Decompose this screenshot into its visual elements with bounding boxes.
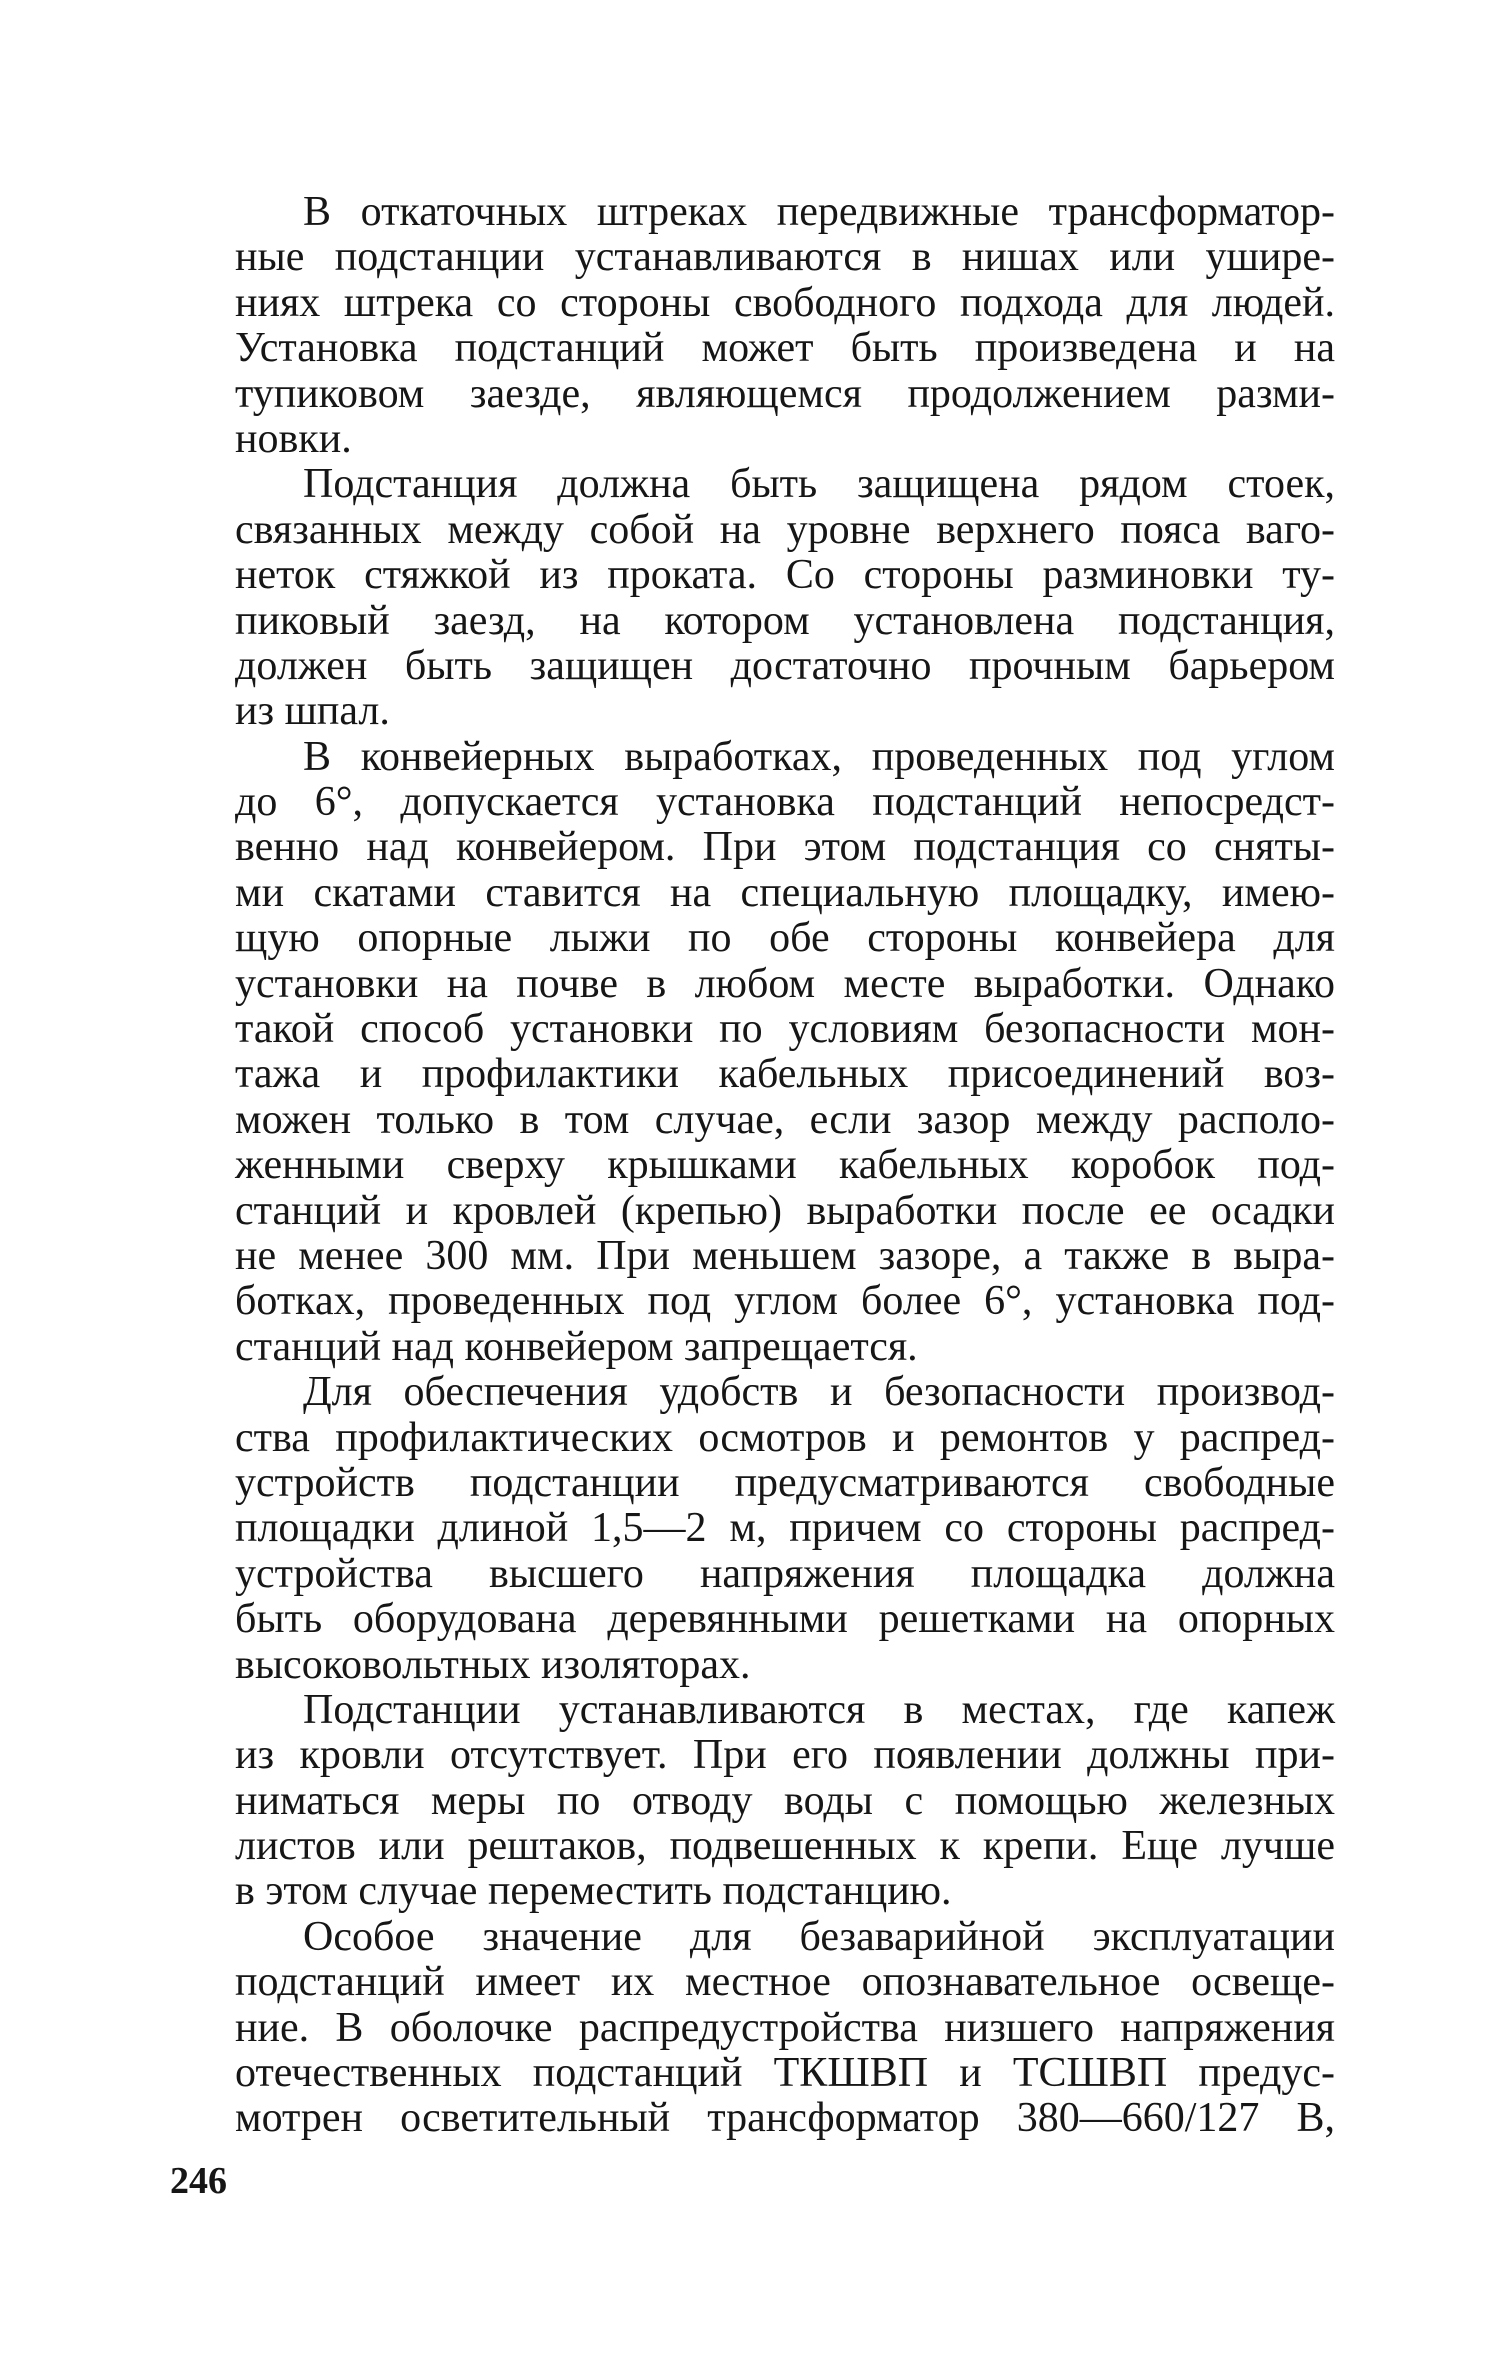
text-line: Установка подстанций может быть произведена и на bbox=[235, 325, 1335, 372]
text-line: в этом случае переместить подстанцию. bbox=[235, 1868, 952, 1915]
paragraph-maintenance-platforms bbox=[167, 1370, 1335, 1688]
paragraph-substation-placement bbox=[167, 190, 1335, 462]
text-line: связанных между собой на уровне верхнего пояса ваго- bbox=[235, 506, 1335, 553]
text-line: быть оборудована деревянными решетками на опорных bbox=[235, 1596, 1335, 1643]
text-line: до 6°, допускается установка подстанций непосредст- bbox=[235, 779, 1335, 826]
text-line: можен только в том случае, если зазор между располо- bbox=[235, 1096, 1335, 1143]
text-line: ные подстанции устанавливаются в нишах или ушире- bbox=[235, 234, 1335, 281]
page-number: 246 bbox=[170, 2160, 227, 2202]
text-line: венно над конвейером. При этом подстанция со сняты- bbox=[235, 824, 1335, 871]
text-line: не менее 300 мм. При меньшем зазоре, а также в выра- bbox=[235, 1232, 1335, 1279]
text-line: щую опорные лыжи по обе стороны конвейера для bbox=[235, 915, 1335, 962]
text-line: Особое значение для безаварийной эксплуатации bbox=[303, 1913, 1335, 1960]
text-line: ниматься меры по отводу воды с помощью железных bbox=[235, 1777, 1335, 1824]
text-line: высоковольтных изоляторах. bbox=[235, 1641, 751, 1688]
text-line: установки на почве в любом месте выработки. Однако bbox=[235, 960, 1335, 1007]
text-line: тажа и профилактики кабельных присоединений воз- bbox=[235, 1051, 1335, 1098]
text-line: В откаточных штреках передвижные трансформатор- bbox=[303, 189, 1335, 235]
text-line: ниях штрека со стороны свободного подхода для людей. bbox=[235, 279, 1335, 326]
text-line: должен быть защищен достаточно прочным барьером bbox=[235, 642, 1335, 689]
text-line: листов или рештаков, подвешенных к крепи. Еще лучше bbox=[235, 1823, 1335, 1870]
paragraph-conveyor-installation bbox=[167, 735, 1335, 1370]
text-line: Подстанция должна быть защищена рядом стоек, bbox=[303, 461, 1335, 508]
text-line: ми скатами ставится на специальную площадку, имею- bbox=[235, 869, 1335, 916]
text-line: такой способ установки по условиям безопасности мон- bbox=[235, 1006, 1335, 1053]
text-line: отечественных подстанций ТКШВП и ТСШВП предус- bbox=[235, 2050, 1335, 2097]
text-line: неток стяжкой из проката. Со стороны разминовки ту- bbox=[235, 552, 1335, 599]
text-line: Для обеспечения удобств и безопасности производ- bbox=[303, 1369, 1335, 1416]
text-line: Подстанции устанавливаются в местах, где капеж bbox=[303, 1686, 1335, 1733]
text-line: В конвейерных выработках, проведенных под углом bbox=[303, 733, 1335, 780]
text-line: из кровли отсутствует. При его появлении должны при- bbox=[235, 1732, 1335, 1779]
text-line: из шпал. bbox=[235, 688, 390, 735]
text-line: устройств подстанции предусматриваются свободные bbox=[235, 1459, 1335, 1506]
paragraph-identification-lighting bbox=[167, 1915, 1335, 2142]
paragraph-substation-protection bbox=[167, 462, 1335, 734]
text-line: станций и кровлей (крепью) выработки после ее осадки bbox=[235, 1187, 1335, 1234]
text-line: пиковый заезд, на котором установлена подстанция, bbox=[235, 597, 1335, 644]
text-line: станций над конвейером запрещается. bbox=[235, 1323, 918, 1370]
text-line: подстанций имеет их местное опознавательное освеще- bbox=[235, 1959, 1335, 2006]
text-line: устройства высшего напряжения площадка должна bbox=[235, 1550, 1335, 1597]
text-line: новки. bbox=[235, 415, 352, 462]
page-body bbox=[167, 190, 1335, 2142]
text-line: ние. В оболочке распредустройства низшего напряжения bbox=[235, 2004, 1335, 2051]
paragraph-dripping-water bbox=[167, 1688, 1335, 1915]
text-line: площадки длиной 1,5—2 м, причем со стороны распред- bbox=[235, 1505, 1335, 1552]
text-line: ства профилактических осмотров и ремонтов у распред- bbox=[235, 1414, 1335, 1461]
text-line: мотрен осветительный трансформатор 380—660/127 В, bbox=[235, 2095, 1335, 2142]
text-line: женными сверху крышками кабельных коробок под- bbox=[235, 1142, 1335, 1189]
text-line: ботках, проведенных под углом более 6°, установка под- bbox=[235, 1278, 1335, 1325]
text-line: тупиковом заезде, являющемся продолжением разми- bbox=[235, 370, 1335, 417]
